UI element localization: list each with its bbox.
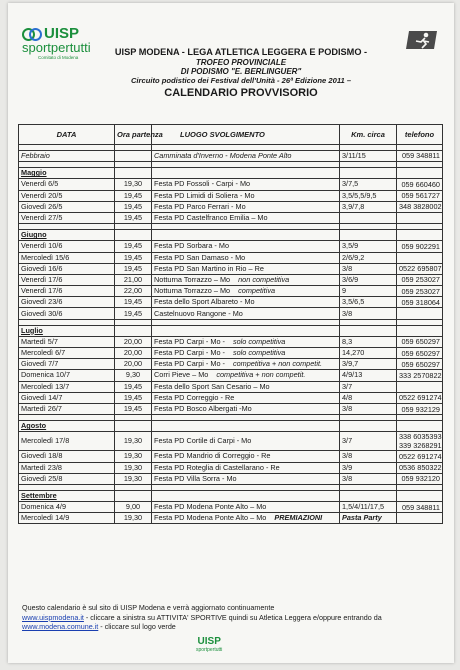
cell-luogo-text: Festa PD Sorbara - Mo xyxy=(154,241,230,251)
header-circuit: Circuito podistico dei Festival dell'Unità - 26ª Edizione 2011 – xyxy=(130,76,352,85)
cell-ora: 19,30 xyxy=(115,473,152,484)
cell-ora: 19,45 xyxy=(115,212,152,223)
cell-tel-text: 059 650297 xyxy=(401,348,440,358)
cell-luogo-text: Festa PD Bosco Albergati -Mo xyxy=(154,404,252,414)
cell-ora: 20,00 xyxy=(115,348,152,359)
cell-data: Mercoledì 17/8 xyxy=(19,432,115,451)
cell-tel xyxy=(397,381,443,392)
section-month: Settembre xyxy=(19,490,115,501)
cell-tel xyxy=(397,263,443,274)
header-trophy-name: DI PODISMO "E. BERLINGUER" xyxy=(180,67,302,76)
footer-uisp-logo xyxy=(196,631,222,653)
logo-tagline: sportpertutti xyxy=(22,40,91,55)
footer-logo-tagline: sportpertutti xyxy=(196,647,223,653)
cell-luogo-note: non competitiva xyxy=(238,274,290,284)
cell-tel xyxy=(397,336,443,347)
cell-data: Giovedì 30/6 xyxy=(19,308,115,319)
cell-tel xyxy=(397,462,443,473)
section-month: Agosto xyxy=(19,421,115,432)
cell-km: 3,5/9 xyxy=(340,241,397,252)
cell-luogo xyxy=(152,473,340,484)
cell-data: Mercoledì 15/6 xyxy=(19,252,115,263)
cell-tel-text: 059 932120 xyxy=(401,474,440,484)
cell-ora xyxy=(115,151,152,162)
cell-km: 3/6/9 xyxy=(340,274,397,285)
table-row xyxy=(19,432,443,451)
cell-ora: 19,30 xyxy=(115,451,152,462)
cell-luogo-text: Festa dello Sport San Cesario – Mo xyxy=(154,381,270,391)
cell-luogo-text: Festa PD Correggio - Re xyxy=(154,392,235,402)
cell-tel xyxy=(397,201,443,212)
section-row xyxy=(19,325,443,336)
cell-km: 3/8 xyxy=(340,308,397,319)
cell-data: Venerdì 10/6 xyxy=(19,241,115,252)
cell-luogo-text: Festa PD Limidi di Soliera - Mo xyxy=(154,190,255,200)
cell-ora: 19,45 xyxy=(115,297,152,308)
cell-luogo-text: Castelnuovo Rangone - Mo xyxy=(154,308,243,318)
table-row xyxy=(19,473,443,484)
cell-tel xyxy=(397,286,443,297)
cell-tel-text-2: 339 3268291 xyxy=(399,441,442,451)
cell-km: 3/8 xyxy=(340,451,397,462)
cell-ora: 19,45 xyxy=(115,392,152,403)
table-row xyxy=(19,451,443,462)
cell-tel xyxy=(397,252,443,263)
cell-ora: 19,45 xyxy=(115,381,152,392)
cell-ora: 9,30 xyxy=(115,370,152,381)
document-page xyxy=(8,3,454,663)
cell-tel-text: 348 3828002 xyxy=(399,202,442,212)
cell-luogo-note: solo competitiva xyxy=(232,336,286,346)
table-row xyxy=(19,359,443,370)
uisp-logo xyxy=(22,25,104,60)
cell-ora: 19,30 xyxy=(115,513,152,524)
cell-data: Venerdì 17/6 xyxy=(19,286,115,297)
cell-tel xyxy=(397,308,443,319)
cell-luogo xyxy=(152,336,340,347)
cell-ora: 19,45 xyxy=(115,241,152,252)
cell-data: Giovedì 18/8 xyxy=(19,451,115,462)
table-row xyxy=(19,151,443,162)
col-header-km: Km. circa xyxy=(340,125,397,145)
cell-luogo-text: Corri Pieve – Mo xyxy=(154,370,209,380)
cell-luogo-note: PREMIAZIONI xyxy=(274,513,323,523)
runner-logo-icon xyxy=(406,29,440,51)
col-header-luogo: LUOGO SVOLGIMENTO xyxy=(152,125,340,145)
table-row xyxy=(19,502,443,513)
cell-tel xyxy=(397,297,443,308)
cell-data: Mercoledì 13/7 xyxy=(19,381,115,392)
cell-luogo: Camminata d'Inverno - Modena Ponte Alto xyxy=(152,151,340,162)
cell-ora: 19,30 xyxy=(115,462,152,473)
cell-ora: 19,30 xyxy=(115,432,152,451)
cell-tel-text: 333 2570822 xyxy=(399,370,442,380)
section-month: Maggio xyxy=(19,168,115,179)
footer xyxy=(22,603,442,632)
table-row xyxy=(19,179,443,190)
cell-ora: 19,45 xyxy=(115,403,152,414)
cell-tel-text: 059 902291 xyxy=(401,241,440,251)
cell-tel-text: 059 348811 xyxy=(401,502,440,512)
cell-luogo xyxy=(152,297,340,308)
cell-data: Domenica 4/9 xyxy=(19,502,115,513)
section-month: Giugno xyxy=(19,230,115,241)
table-row xyxy=(19,263,443,274)
cell-tel xyxy=(397,348,443,359)
cell-luogo-text: Festa PD Cortile di Carpi - Mo xyxy=(154,436,252,446)
table-row xyxy=(19,286,443,297)
cell-tel xyxy=(397,392,443,403)
cell-tel-text: 059 932129 xyxy=(401,404,440,414)
cell-km: 3/8 xyxy=(340,473,397,484)
table-row xyxy=(19,462,443,473)
table-row xyxy=(19,403,443,414)
cell-luogo-text: Festa dello Sport Albareto - Mo xyxy=(154,297,255,307)
cell-luogo xyxy=(152,370,340,381)
cell-km: 2/6/9,2 xyxy=(340,252,397,263)
section-row xyxy=(19,168,443,179)
cell-ora: 21,00 xyxy=(115,274,152,285)
cell-data: Mercoledì 6/7 xyxy=(19,348,115,359)
table-row xyxy=(19,274,443,285)
cell-km: 4/9/13 xyxy=(340,370,397,381)
cell-data: Venerdì 17/6 xyxy=(19,274,115,285)
cell-luogo xyxy=(152,348,340,359)
cell-tel-text: 059 253027 xyxy=(401,275,440,285)
cell-luogo xyxy=(152,381,340,392)
cell-ora: 19,45 xyxy=(115,308,152,319)
cell-tel xyxy=(397,190,443,201)
cell-tel xyxy=(397,502,443,513)
cell-tel xyxy=(397,370,443,381)
cell-luogo-text: Festa PD Parco Ferrari - Mo xyxy=(154,201,246,211)
cell-tel xyxy=(397,473,443,484)
cell-luogo-text: Notturna Torrazzo – Mo xyxy=(154,274,231,284)
cell-km: 9 xyxy=(340,286,397,297)
cell-data: Febbraio xyxy=(19,151,115,162)
cell-tel-text: 0522 691274 xyxy=(399,393,442,403)
cell-luogo xyxy=(152,462,340,473)
logo-subtitle: Comitato di Modena xyxy=(38,55,79,60)
cell-luogo xyxy=(152,179,340,190)
col-header-ora: Ora partenza xyxy=(115,125,152,145)
section-month: Luglio xyxy=(19,325,115,336)
cell-luogo-note: solo competitiva xyxy=(232,348,286,358)
cell-km: 3/9,7 xyxy=(340,359,397,370)
cell-tel-text: 059 561727 xyxy=(401,191,440,201)
table-row xyxy=(19,190,443,201)
table-row xyxy=(19,381,443,392)
cell-luogo xyxy=(152,392,340,403)
cell-tel-text: 0522 691274 xyxy=(399,451,442,461)
cell-luogo-text: Festa PD Roteglia di Castellarano - Re xyxy=(154,462,280,472)
cell-data: Mercoledì 14/9 xyxy=(19,513,115,524)
cell-tel-text: 338 6035393 xyxy=(399,432,442,442)
table-header-row xyxy=(19,125,443,145)
col-header-tel: telefono xyxy=(397,125,443,145)
cell-data: Giovedì 25/8 xyxy=(19,473,115,484)
cell-luogo xyxy=(152,286,340,297)
cell-ora: 19,45 xyxy=(115,263,152,274)
cell-data: Giovedì 23/6 xyxy=(19,297,115,308)
cell-data: Martedì 23/8 xyxy=(19,462,115,473)
cell-luogo-text: Festa PD Fossoli - Carpi - Mo xyxy=(154,179,251,189)
cell-data: Domenica 10/7 xyxy=(19,370,115,381)
cell-luogo-text: Festa PD Modena Ponte Alto – Mo xyxy=(154,502,267,512)
cell-data: Venerdì 27/5 xyxy=(19,212,115,223)
cell-data: Giovedì 26/5 xyxy=(19,201,115,212)
table-row xyxy=(19,348,443,359)
table-row xyxy=(19,212,443,223)
cell-km: 3,9/7,8 xyxy=(340,201,397,212)
cell-luogo xyxy=(152,359,340,370)
cell-tel xyxy=(397,403,443,414)
table-row xyxy=(19,392,443,403)
cell-tel-text: 0536 850322 xyxy=(399,463,442,473)
cell-luogo xyxy=(152,432,340,451)
col-header-data: DATA xyxy=(19,125,115,145)
cell-ora: 22,00 xyxy=(115,286,152,297)
cell-luogo-text: Festa PD Modena Ponte Alto – Mo xyxy=(154,513,267,523)
cell-tel xyxy=(397,212,443,223)
cell-luogo xyxy=(152,403,340,414)
cell-luogo xyxy=(152,212,340,223)
cell-luogo-text: Festa PD Villa Sorra - Mo xyxy=(154,473,237,483)
footer-instructions: - cliccare a sinistra su ATTIVITA' SPORTIVE quindi su Atletica Leggera e/oppure entrando da xyxy=(83,612,382,622)
uisp-site-link[interactable]: www.uispmodena.it xyxy=(22,612,84,622)
cell-tel-text: 059 318064 xyxy=(401,297,440,307)
cell-luogo-note: competitiva xyxy=(238,286,276,296)
section-row xyxy=(19,490,443,501)
cell-ora: 19,45 xyxy=(115,252,152,263)
cell-luogo xyxy=(152,252,340,263)
cell-km: 3,5/6,5 xyxy=(340,297,397,308)
cell-tel xyxy=(397,274,443,285)
cell-tel-text: 059 650297 xyxy=(401,337,440,347)
cell-tel-text: 059 660460 xyxy=(401,179,440,189)
table-row xyxy=(19,370,443,381)
cell-luogo-text: Festa PD Mandrio di Correggio - Re xyxy=(154,451,271,461)
cell-data: Martedì 26/7 xyxy=(19,403,115,414)
cell-luogo-text: Festa PD Carpi - Mo - xyxy=(154,359,225,369)
table-row xyxy=(19,252,443,263)
cell-luogo-text: Festa PD San Martino in Rio – Re xyxy=(154,263,264,273)
header-trophy: TROFEO PROVINCIALE xyxy=(195,58,287,67)
cell-tel-text: 0522 695807 xyxy=(399,264,442,274)
section-row xyxy=(19,421,443,432)
cell-luogo xyxy=(152,241,340,252)
cell-ora: 9,00 xyxy=(115,502,152,513)
cell-km xyxy=(340,212,397,223)
header-org: UISP MODENA - LEGA ATLETICA LEGGERA E PODISMO - xyxy=(114,47,368,57)
footer-notice: Questo calendario è sul sito di UISP Modena e verrà aggiornato continuamente xyxy=(22,603,275,612)
table-row xyxy=(19,308,443,319)
cell-luogo-text: Festa PD Carpi - Mo - xyxy=(154,348,225,358)
cell-km: 3/7,5 xyxy=(340,179,397,190)
cell-data: Martedì 5/7 xyxy=(19,336,115,347)
cell-luogo-note: competitiva + non competit. xyxy=(216,370,306,380)
cell-luogo-note: competitiva + non competit. xyxy=(232,359,322,369)
page-title: CALENDARIO PROVVISORIO xyxy=(164,87,318,99)
cell-tel xyxy=(397,432,443,451)
cell-data: Giovedì 16/6 xyxy=(19,263,115,274)
calendar-table xyxy=(18,124,443,524)
cell-km: 4/8 xyxy=(340,392,397,403)
table-row xyxy=(19,241,443,252)
cell-luogo xyxy=(152,513,340,524)
cell-luogo-text: Festa PD San Damaso - Mo xyxy=(154,252,246,262)
cell-km: 8,3 xyxy=(340,336,397,347)
cell-data: Giovedì 14/7 xyxy=(19,392,115,403)
table-row xyxy=(19,336,443,347)
cell-km: 3/11/15 xyxy=(340,151,397,162)
cell-tel-text: 059 650297 xyxy=(401,359,440,369)
table-row xyxy=(19,513,443,524)
footer-instructions-2: - cliccare sul logo verde xyxy=(98,622,176,631)
cell-ora: 19,30 xyxy=(115,179,152,190)
cell-luogo-text: Festa PD Castelfranco Emilia – Mo xyxy=(154,213,268,223)
uisp-rings-icon xyxy=(22,27,42,41)
cell-tel xyxy=(397,359,443,370)
cell-ora: 20,00 xyxy=(115,336,152,347)
cell-luogo xyxy=(152,308,340,319)
section-row xyxy=(19,230,443,241)
cell-luogo xyxy=(152,201,340,212)
cell-luogo xyxy=(152,263,340,274)
comune-site-link[interactable]: www.modena.comune.it xyxy=(22,622,99,631)
cell-luogo-text: Notturna Torrazzo – Mo xyxy=(154,286,231,296)
cell-km: 3/8 xyxy=(340,403,397,414)
logo-brand: UISP xyxy=(44,25,80,42)
cell-luogo xyxy=(152,451,340,462)
cell-tel: 059 348811 xyxy=(397,151,443,162)
cell-data: Venerdì 20/5 xyxy=(19,190,115,201)
footer-logo-brand: UISP xyxy=(197,636,221,647)
cell-km: 3,5/5,5/9,5 xyxy=(340,190,397,201)
cell-km: 3/8 xyxy=(340,263,397,274)
cell-tel xyxy=(397,513,443,524)
cell-km: 3/7 xyxy=(340,432,397,451)
cell-km: 3/9 xyxy=(340,462,397,473)
cell-tel xyxy=(397,179,443,190)
cell-tel xyxy=(397,241,443,252)
cell-tel xyxy=(397,451,443,462)
cell-tel-text: 059 253027 xyxy=(401,286,440,296)
cell-km: 3/7 xyxy=(340,381,397,392)
cell-km: 14,270 xyxy=(340,348,397,359)
cell-luogo xyxy=(152,274,340,285)
table-row xyxy=(19,297,443,308)
cell-luogo-text: Festa PD Carpi - Mo - xyxy=(154,336,225,346)
table-row xyxy=(19,201,443,212)
cell-data: Venerdì 6/5 xyxy=(19,179,115,190)
cell-ora: 19,45 xyxy=(115,190,152,201)
cell-luogo xyxy=(152,502,340,513)
cell-luogo xyxy=(152,190,340,201)
cell-data: Giovedì 7/7 xyxy=(19,359,115,370)
cell-km: 1,5/4/11/17,5 xyxy=(340,502,397,513)
cell-km: Pasta Party xyxy=(340,513,397,524)
cell-ora: 19,45 xyxy=(115,201,152,212)
cell-ora: 20,00 xyxy=(115,359,152,370)
